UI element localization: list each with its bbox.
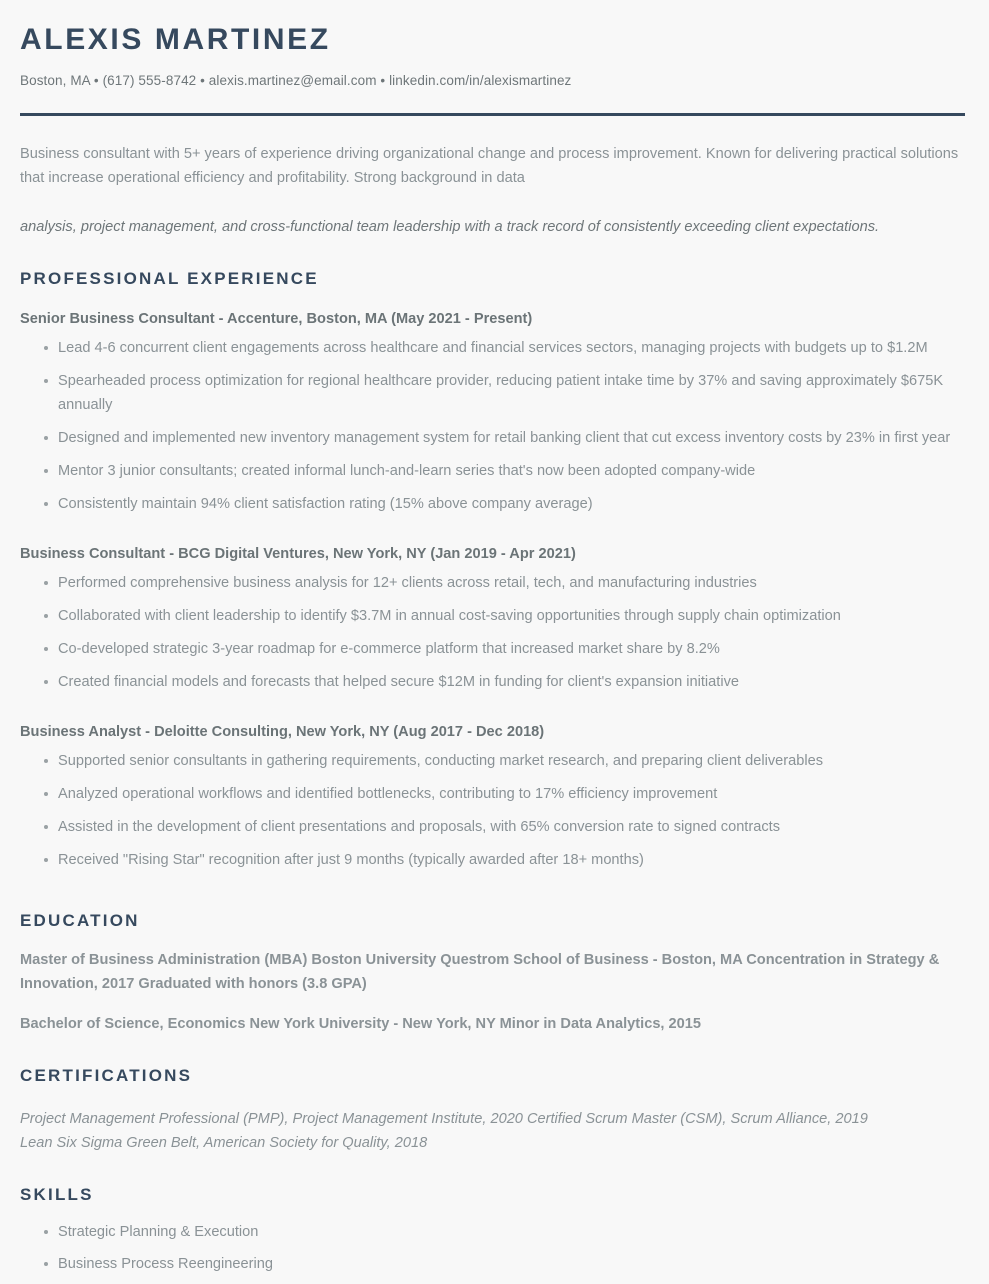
job-bullets — [20, 742, 965, 872]
education-entry: Bachelor of Science, Economics New York University - New York, NY Minor in Data Analytics, 2015 — [20, 1016, 702, 1032]
list-item: Supported senior consultants in gathering requirements, conducting market research, and preparing client deliverables — [20, 749, 965, 773]
list-item: Mentor 3 junior consultants; created informal lunch-and-learn series that's now been adopted company-wide — [20, 459, 965, 483]
job-title: Business Analyst - Deloitte Consulting, New York, NY (Aug 2017 - Dec 2018) — [20, 724, 545, 740]
summary-continuation: analysis, project management, and cross-functional team leadership with a track record of consistently exceeding client expectations. — [20, 219, 880, 235]
list-item: Performed comprehensive business analysis for 12+ clients across retail, tech, and manufacturing industries — [20, 571, 965, 595]
section-heading-experience: PROFESSIONAL EXPERIENCE — [20, 269, 319, 288]
section-heading-education: EDUCATION — [20, 911, 140, 930]
list-item: Received "Rising Star" recognition after just 9 months (typically awarded after 18+ months) — [20, 848, 965, 872]
list-item: Collaborated with client leadership to identify $3.7M in annual cost-saving opportunities through supply chain optimization — [20, 604, 965, 628]
skills-list — [20, 1206, 965, 1276]
list-item: Strategic Planning & Execution — [20, 1220, 965, 1244]
job-bullets — [20, 329, 965, 516]
list-item: Designed and implemented new inventory management system for retail banking client that cut excess inventory costs by 23% in first year — [20, 426, 965, 450]
education-entry: Master of Business Administration (MBA) Boston University Questrom School of Business - Boston, MA Concentration in Strategy & Innovation, 2017 Graduated with honors (3.8 GPA) — [20, 952, 940, 992]
certification-entry: Lean Six Sigma Green Belt, American Society for Quality, 2018 — [20, 1135, 428, 1151]
section-heading-skills: SKILLS — [20, 1185, 94, 1204]
list-item: Consistently maintain 94% client satisfaction rating (15% above company average) — [20, 492, 965, 516]
page-title: ALEXIS MARTINEZ — [20, 23, 331, 56]
list-item: Lead 4-6 concurrent client engagements across healthcare and financial services sectors, managing projects with budgets up to $1.2M — [20, 336, 965, 360]
list-item: Assisted in the development of client presentations and proposals, with 65% conversion rate to signed contracts — [20, 815, 965, 839]
list-item: Business Process Reengineering — [20, 1252, 965, 1276]
job-title: Senior Business Consultant - Accenture, Boston, MA (May 2021 - Present) — [20, 311, 533, 327]
contact-line: Boston, MA • (617) 555-8742 • alexis.martinez@email.com • linkedin.com/in/alexismartinez — [20, 73, 572, 88]
certification-entry: Project Management Professional (PMP), Project Management Institute, 2020 Certified Scrum Master (CSM), Scrum Alliance, 2019 — [20, 1111, 868, 1127]
list-item: Created financial models and forecasts that helped secure $12M in funding for client's expansion initiative — [20, 670, 965, 694]
job-title: Business Consultant - BCG Digital Ventures, New York, NY (Jan 2019 - Apr 2021) — [20, 546, 576, 562]
list-item: Spearheaded process optimization for regional healthcare provider, reducing patient intake time by 37% and saving approximately $675K annually — [20, 369, 965, 417]
list-item: Co-developed strategic 3-year roadmap for e-commerce platform that increased market share by 8.2% — [20, 637, 965, 661]
summary-paragraph: Business consultant with 5+ years of experience driving organizational change and process improvement. Known for delivering practical solutions that increase operational efficiency and profitability. Strong background in data — [20, 146, 959, 186]
section-heading-certifications: CERTIFICATIONS — [20, 1066, 193, 1085]
job-bullets — [20, 564, 965, 694]
list-item: Analyzed operational workflows and identified bottlenecks, contributing to 17% efficiency improvement — [20, 782, 965, 806]
